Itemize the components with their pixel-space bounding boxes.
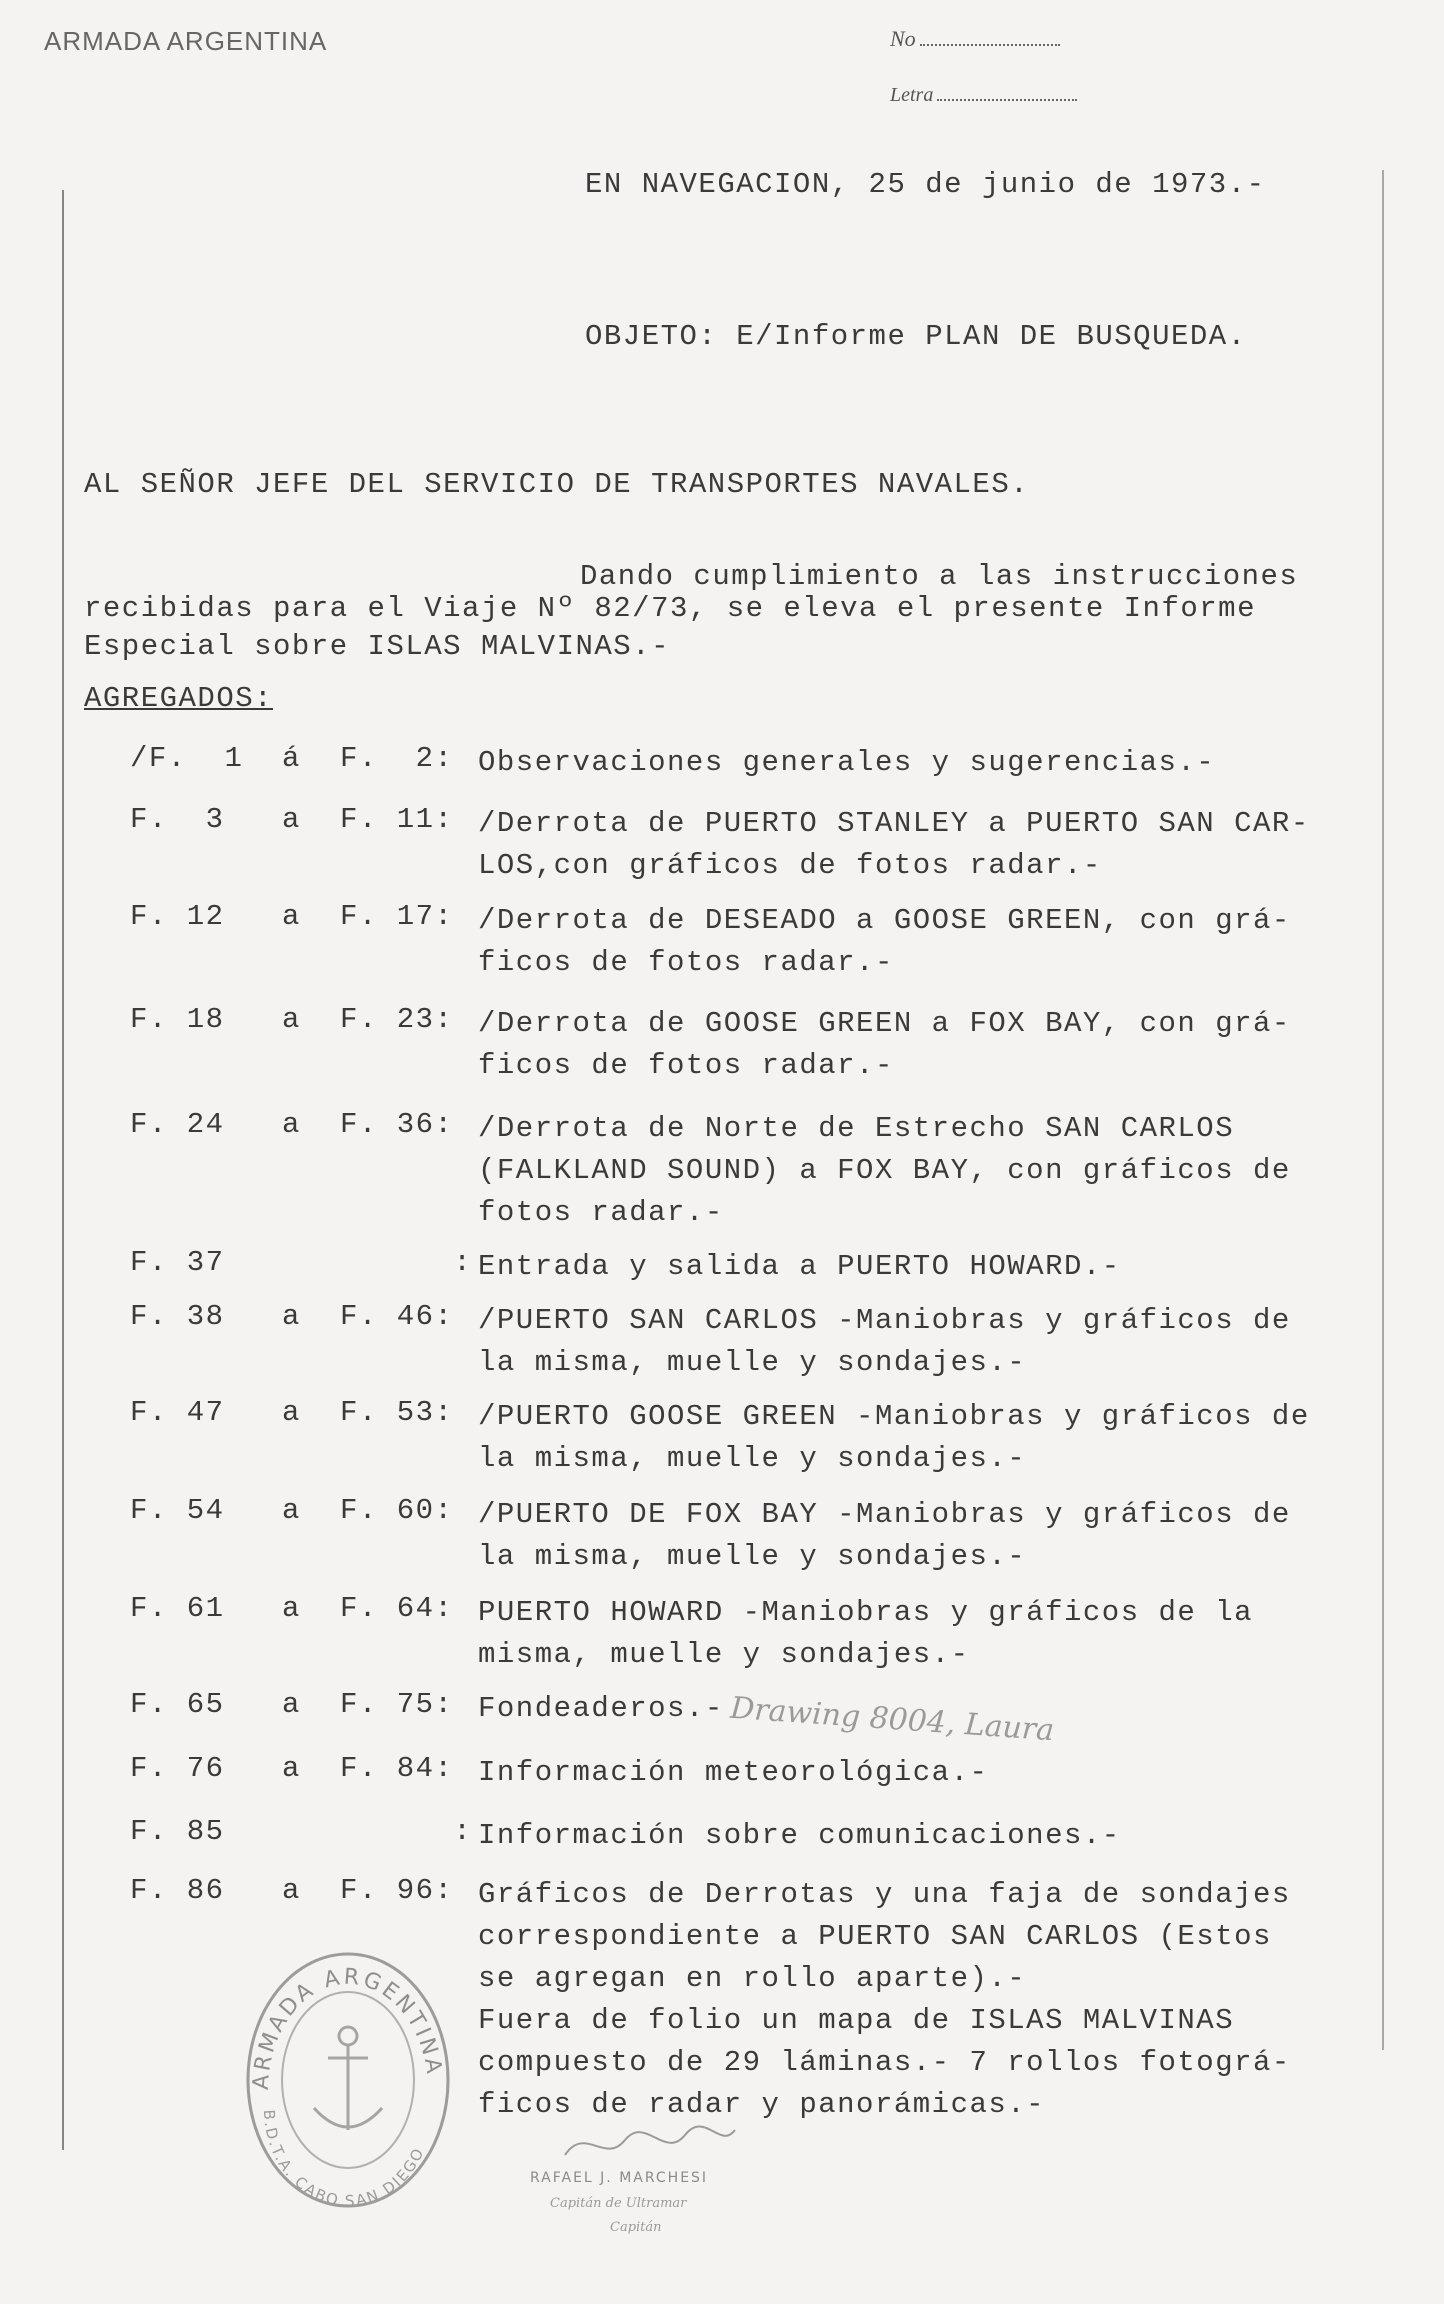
agregado-description: /PUERTO GOOSE GREEN -Maniobras y gráficos de la misma, muelle y sondajes.- xyxy=(478,1400,1310,1475)
agregado-from: F. 3 xyxy=(130,803,225,836)
agregado-to: F. 84: xyxy=(340,1752,454,1785)
agregado-to: F. 36: xyxy=(340,1108,454,1141)
agregado-description: /Derrota de DESEADO a GOOSE GREEN, con grá- ficos de fotos radar.- xyxy=(478,904,1291,979)
agregado-from: F. 47 xyxy=(130,1396,225,1429)
letra-label: Letra xyxy=(890,84,934,106)
subject-line: OBJETO: E/Informe PLAN DE BUSQUEDA. xyxy=(585,320,1247,353)
agregado-from: F. 85 xyxy=(130,1815,225,1848)
agregado-from: F. 76 xyxy=(130,1752,225,1785)
agregado-to: : xyxy=(340,1815,473,1848)
agregado-to: F. 2: xyxy=(340,742,454,775)
agregado-description: PUERTO HOWARD -Maniobras y gráficos de la misma, muelle y sondajes.- xyxy=(478,1596,1254,1671)
agregado-description: Fondeaderos.- xyxy=(478,1692,724,1725)
agregado-to: F. 53: xyxy=(340,1396,454,1429)
signature-scribble xyxy=(560,2120,740,2170)
agregado-to: : xyxy=(340,1246,473,1279)
agregado-description: /Derrota de GOOSE GREEN a FOX BAY, con grá- ficos de fotos radar.- xyxy=(478,1007,1291,1082)
agregado-separator: a xyxy=(282,1396,301,1429)
right-margin-line xyxy=(1382,170,1384,2050)
seal-text-top: ARMADA ARGENTINA xyxy=(248,1964,447,2091)
agregado-separator: a xyxy=(282,1300,301,1333)
handwritten-note: Drawing 8004, Laura xyxy=(729,1690,1056,1749)
agregado-to: F. 64: xyxy=(340,1592,454,1625)
agregado-from: F. 86 xyxy=(130,1874,225,1907)
agregado-from: F. 61 xyxy=(130,1592,225,1625)
agregado-from: F. 54 xyxy=(130,1494,225,1527)
agregado-description: Información meteorológica.- xyxy=(478,1756,989,1789)
signature-name: RAFAEL J. MARCHESI xyxy=(530,2170,709,2186)
agregado-description: /PUERTO DE FOX BAY -Maniobras y gráficos de la misma, muelle y sondajes.- xyxy=(478,1498,1291,1573)
letra-blank xyxy=(937,99,1077,101)
signature-role: Capitán xyxy=(610,2220,662,2235)
agregado-separator: a xyxy=(282,1003,301,1036)
number-blank xyxy=(920,44,1060,46)
agregado-to: F. 46: xyxy=(340,1300,454,1333)
agregado-to: F. 23: xyxy=(340,1003,454,1036)
date-line: EN NAVEGACION, 25 de junio de 1973.- xyxy=(585,168,1266,201)
agregado-description: Información sobre comunicaciones.- xyxy=(478,1819,1121,1852)
official-seal xyxy=(240,1940,456,2210)
agregado-description: /Derrota de Norte de Estrecho SAN CARLOS (FALKLAND SOUND) a FOX BAY, con gráficos de fotos radar.- xyxy=(478,1112,1291,1229)
agregado-from: F. 12 xyxy=(130,900,225,933)
agregado-to: F. 17: xyxy=(340,900,454,933)
agregado-from: F. 38 xyxy=(130,1300,225,1333)
agregado-separator: a xyxy=(282,1688,301,1721)
anchor-icon xyxy=(314,2027,382,2130)
agregado-description: /PUERTO SAN CARLOS -Maniobras y gráficos de la misma, muelle y sondajes.- xyxy=(478,1304,1291,1379)
agregado-from: F. 65 xyxy=(130,1688,225,1721)
number-label: No xyxy=(890,26,916,51)
agregado-description: /Derrota de PUERTO STANLEY a PUERTO SAN CAR- LOS,con gráficos de fotos radar.- xyxy=(478,807,1310,882)
agregado-separator: a xyxy=(282,1108,301,1141)
number-field xyxy=(890,26,1060,52)
agregado-separator: á xyxy=(282,742,301,775)
body-line-2: recibidas para el Viaje Nº 82/73, se eleva el presente Informe xyxy=(84,592,1256,625)
left-margin-line xyxy=(62,190,64,2150)
agregado-from: F. 18 xyxy=(130,1003,225,1036)
letterhead: ARMADA ARGENTINA xyxy=(44,26,328,56)
agregado-description: Entrada y salida a PUERTO HOWARD.- xyxy=(478,1250,1121,1283)
seal-text-bottom: B.D.T.A. CABO SAN DIEGO xyxy=(259,2109,429,2210)
agregado-from: F. 37 xyxy=(130,1246,225,1279)
agregado-separator: a xyxy=(282,1494,301,1527)
agregado-description: Gráficos de Derrotas y una faja de sondajes correspondiente a PUERTO SAN CARLOS (Estos se agregan en rollo aparte).- Fuera de folio un mapa de ISLAS MALVINAS compuesto de 29 láminas.- 7 rollos fotográ- ficos de radar y panorámicas.- xyxy=(478,1878,1291,2121)
agregado-to: F. 60: xyxy=(340,1494,454,1527)
agregado-from: F. 24 xyxy=(130,1108,225,1141)
agregados-heading: AGREGADOS: xyxy=(84,682,274,715)
signature-title: Capitán de Ultramar xyxy=(550,2196,687,2211)
agregado-from: /F. 1 xyxy=(130,742,244,775)
agregado-to: F. 11: xyxy=(340,803,454,836)
addressee: AL SEÑOR JEFE DEL SERVICIO DE TRANSPORTES NAVALES. xyxy=(84,468,1030,501)
agregado-to: F. 75: xyxy=(340,1688,454,1721)
agregado-description: Observaciones generales y sugerencias.- xyxy=(478,746,1216,779)
body-line-1: Dando cumplimiento a las instrucciones xyxy=(580,560,1299,593)
agregado-to: F. 96: xyxy=(340,1874,454,1907)
agregado-separator: a xyxy=(282,900,301,933)
agregado-separator: a xyxy=(282,1752,301,1785)
body-line-3: Especial sobre ISLAS MALVINAS.- xyxy=(84,630,670,663)
agregado-separator: a xyxy=(282,1592,301,1625)
agregado-separator: a xyxy=(282,1874,301,1907)
agregado-separator: a xyxy=(282,803,301,836)
letra-field xyxy=(890,84,1077,107)
